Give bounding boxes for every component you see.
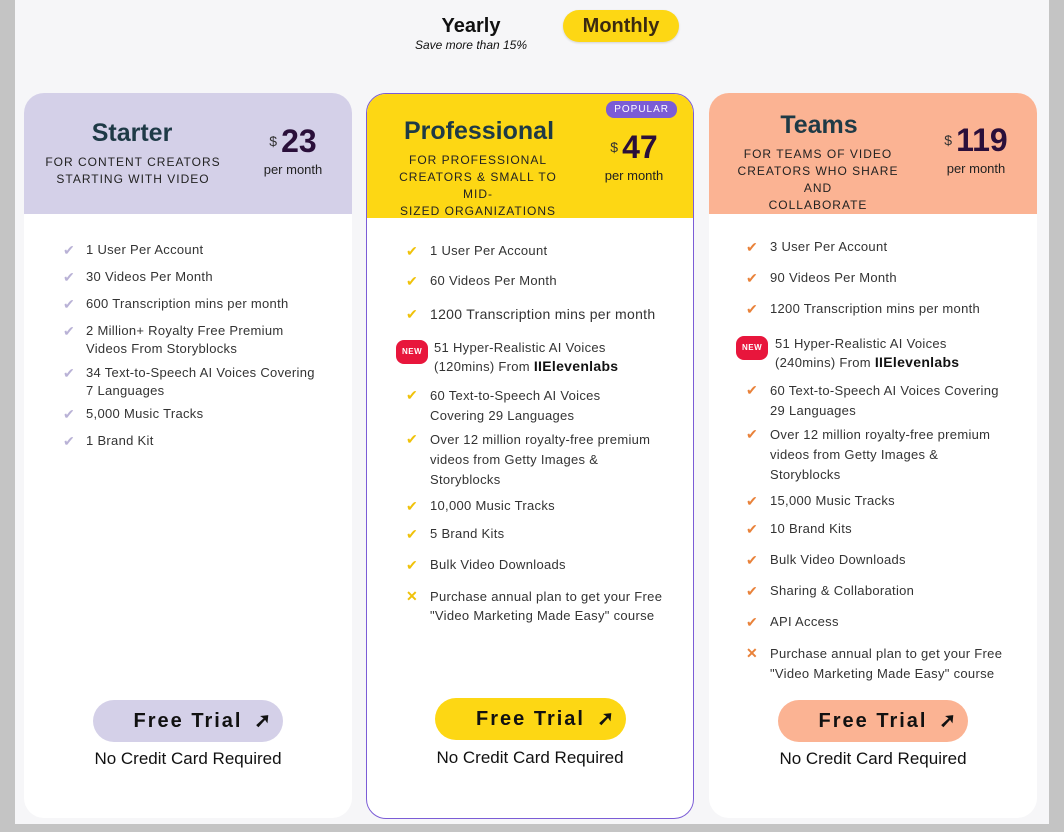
billing-toggle <box>0 10 1064 60</box>
plan-header <box>367 94 693 218</box>
new-tag: NEW <box>396 340 428 364</box>
yearly-savings-note: Save more than 15% <box>414 38 528 52</box>
check-icon: ✔ <box>405 273 419 289</box>
check-icon: ✔ <box>745 552 759 568</box>
check-icon: ✔ <box>405 526 419 542</box>
free-trial-button[interactable]: Free Trial ➚ <box>778 700 968 742</box>
plan-price <box>931 122 1021 176</box>
check-icon: ✔ <box>62 365 76 381</box>
check-icon: ✔ <box>62 406 76 422</box>
currency-symbol: $ <box>269 133 278 149</box>
plan-description: FOR TEAMS OF VIDEO CREATORS WHO SHARE AND COLLABORATE <box>737 147 899 212</box>
free-trial-button[interactable]: Free Trial ➚ <box>435 698 626 740</box>
check-icon: ✔ <box>62 269 76 285</box>
click-cursor-icon: ➚ <box>254 710 271 732</box>
new-tag: NEW <box>736 336 768 360</box>
check-icon: ✔ <box>745 270 759 286</box>
check-icon: ✔ <box>745 239 759 255</box>
check-icon: ✔ <box>62 323 76 339</box>
price-period: per month <box>604 168 664 183</box>
currency-symbol: $ <box>610 139 619 155</box>
plan-header <box>24 93 352 214</box>
check-icon: ✔ <box>745 583 759 599</box>
elevenlabs-logo: IIElevenlabs <box>874 354 960 370</box>
yearly-label: Yearly <box>441 15 501 37</box>
check-icon: ✔ <box>745 614 759 630</box>
plan-header <box>709 93 1037 214</box>
free-trial-button[interactable]: Free Trial ➚ <box>93 700 283 742</box>
check-icon: ✔ <box>62 433 76 449</box>
plan-name: Starter <box>91 119 173 147</box>
plan-card-starter: Starter FOR CONTENT CREATORS STARTING WITH VIDEO $ 23 per month ✔ 1 User Per Account ✔ 30 Videos Per Month ✔ 600 Transcription mins per month ✔ 2 Million+ Royalty Free Premium Videos From Storyblocks ✔ 34 Text-to-Speech AI Voices Covering 7 Languages ✔ 5,000 Music Tracks ✔ 1 Brand Kit Free Trial ➚ No Credit Card Required <box>24 93 352 818</box>
price-amount: 47 <box>622 129 658 165</box>
click-cursor-icon: ➚ <box>939 710 956 732</box>
check-icon: ✔ <box>745 521 759 537</box>
check-icon: ✔ <box>405 243 419 259</box>
currency-symbol: $ <box>944 132 953 148</box>
plan-card-professional: POPULAR Professional FOR PROFESSIONAL CREATORS & SMALL TO MID- SIZED ORGANIZATIONS $ 47 per month ✔ 1 User Per Account ✔ 60 Videos Per Month ✔ 1200 Transcription mins per month NEW 51 Hyper-Realistic AI Voices (120mins) From IIElevenlabs ✔ 60 Text-to-Speech AI Voices Covering 29 Languages ✔ Over 12 million royalty-free premium videos from Getty Images & Storyblocks ✔ 10,000 Music Tracks ✔ 5 Brand Kits ✔ Bulk Video Downloads ✕ Purchase annual plan to get your Free "Video Marketing Made Easy" course Free Trial ➚ No Credit Card Required <box>366 93 694 819</box>
check-icon: ✔ <box>405 387 419 403</box>
check-icon: ✔ <box>405 498 419 514</box>
check-icon: ✔ <box>405 557 419 573</box>
plan-price <box>248 123 338 177</box>
elevenlabs-logo: IIElevenlabs <box>533 358 619 374</box>
plan-card-teams: Teams FOR TEAMS OF VIDEO CREATORS WHO SHARE AND COLLABORATE $ 119 per month ✔ 3 User Per Account ✔ 90 Videos Per Month ✔ 1200 Transcription mins per month NEW 51 Hyper-Realistic AI Voices (240mins) From IIElevenlabs ✔ 60 Text-to-Speech AI Voices Covering 29 Languages ✔ Over 12 million royalty-free premium videos from Getty Images & Storyblocks ✔ 15,000 Music Tracks ✔ 10 Brand Kits ✔ Bulk Video Downloads ✔ Sharing & Collaboration ✔ API Access ✕ Purchase annual plan to get your Free "Video Marketing Made Easy" course Free Trial ➚ No Credit Card Required <box>709 93 1037 818</box>
check-icon: ✔ <box>745 493 759 509</box>
popular-badge: POPULAR <box>606 101 677 118</box>
plan-description: FOR CONTENT CREATORS STARTING WITH VIDEO <box>45 155 221 186</box>
check-icon: ✔ <box>62 296 76 312</box>
click-cursor-icon: ➚ <box>597 708 614 730</box>
price-period: per month <box>946 161 1006 176</box>
check-icon: ✔ <box>405 431 419 447</box>
price-amount: 119 <box>956 122 1008 158</box>
check-icon: ✔ <box>405 306 419 322</box>
check-icon: ✔ <box>745 382 759 398</box>
yearly-option[interactable] <box>411 14 531 52</box>
check-icon: ✔ <box>745 301 759 317</box>
cross-icon: ✕ <box>405 588 419 604</box>
no-credit-card-note: No Credit Card Required <box>779 749 967 768</box>
plan-description: FOR PROFESSIONAL CREATORS & SMALL TO MID- SIZED ORGANIZATIONS <box>399 153 557 218</box>
check-icon: ✔ <box>62 242 76 258</box>
monthly-option[interactable]: Monthly <box>563 10 679 42</box>
cross-icon: ✕ <box>745 645 759 661</box>
check-icon: ✔ <box>745 426 759 442</box>
plan-name: Professional <box>403 117 555 145</box>
no-credit-card-note: No Credit Card Required <box>436 748 624 767</box>
price-amount: 23 <box>281 123 317 159</box>
no-credit-card-note: No Credit Card Required <box>94 749 282 768</box>
plan-name: Teams <box>780 111 858 139</box>
plan-price <box>589 129 679 183</box>
price-period: per month <box>263 162 323 177</box>
